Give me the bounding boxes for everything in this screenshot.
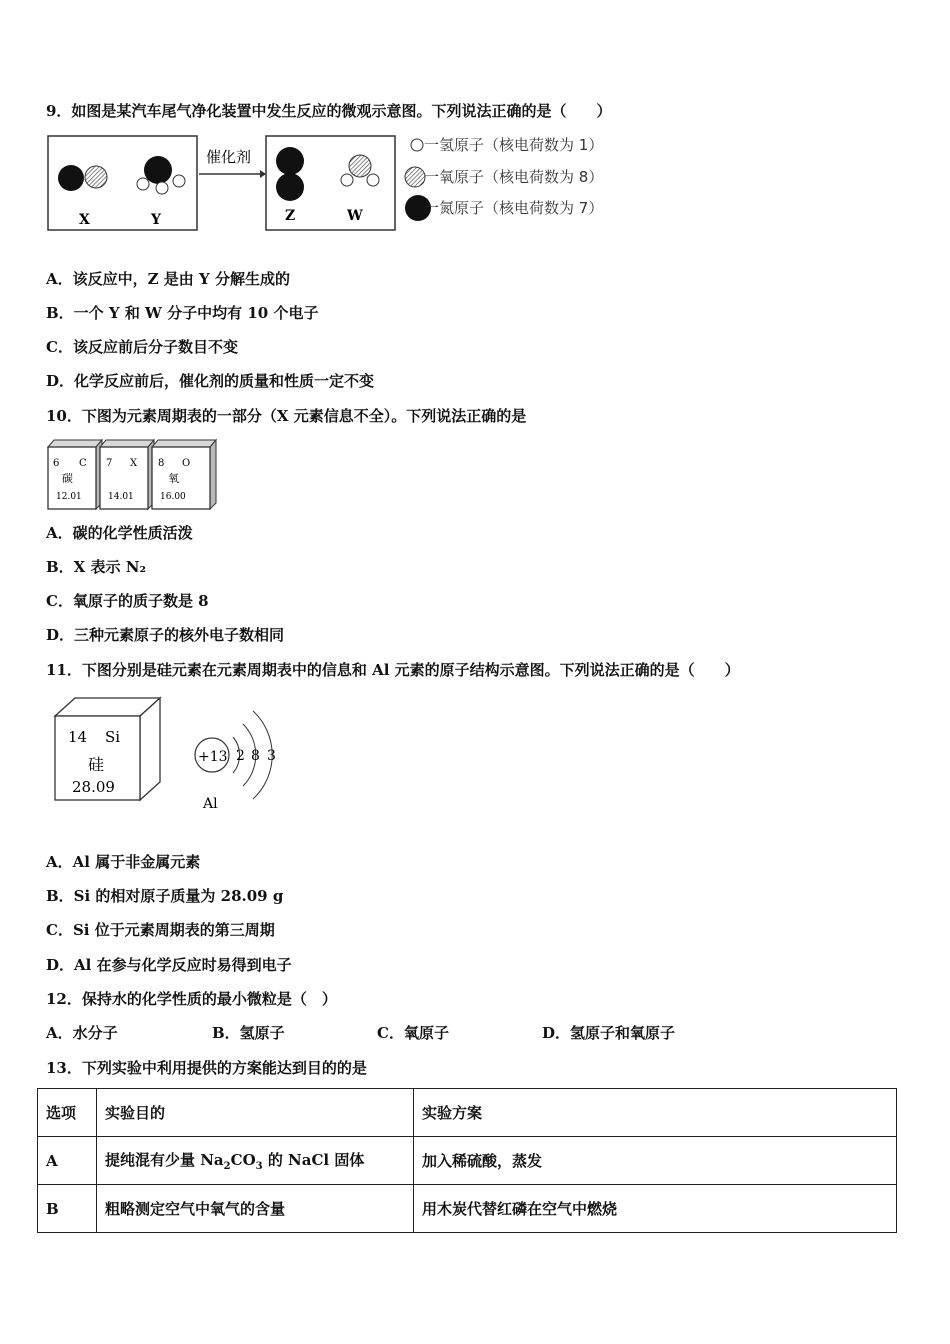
element-cell-silicon [55, 698, 160, 800]
z-nitrogen-atom [276, 173, 304, 201]
al-label: Al [203, 796, 218, 812]
q10-option-a: A．碳的化学性质活泼 [46, 524, 193, 542]
element-cell-carbon [48, 440, 102, 509]
row-b-goal: 粗略测定空气中氧气的含量 [97, 1185, 414, 1233]
row-b-plan: 用木炭代替红磷在空气中燃烧 [414, 1185, 897, 1233]
legend-nitrogen: 一氮原子（核电荷数为 7） [424, 199, 604, 217]
legend-hydrogen: 一氢原子（核电荷数为 1） [424, 136, 604, 154]
oxygen-symbol: O [182, 458, 191, 469]
legend-oxygen-atom [405, 167, 425, 187]
carbon-number: 6 [53, 458, 60, 469]
element-cell-oxygen [152, 440, 216, 509]
y-nitrogen-atom [144, 156, 172, 184]
q12-stem: 12．保持水的化学性质的最小微粒是（ ） [46, 990, 337, 1008]
x-symbol: X [130, 458, 138, 469]
q11-option-d: D．Al 在参与化学反应时易得到电子 [46, 956, 292, 974]
carbon-mass: 12.01 [56, 492, 82, 502]
y-hydrogen-atom [137, 178, 149, 190]
carbon-name: 碳 [62, 472, 73, 485]
x-number: 7 [106, 458, 113, 469]
carbon-symbol: C [79, 458, 87, 469]
q12-option-a: A．水分子 [46, 1024, 118, 1042]
label-x: X [79, 212, 90, 228]
label-y: Y [151, 212, 161, 228]
q10-option-d: D．三种元素原子的核外电子数相同 [46, 626, 285, 644]
al-nucleus-charge: +13 [198, 749, 228, 765]
w-hydrogen-atom [341, 174, 353, 186]
x-oxygen-atom [85, 166, 107, 188]
q9-option-d: D．化学反应前后，催化剂的质量和性质一定不变 [46, 372, 375, 390]
element-cell-x [100, 440, 154, 509]
q13-experiment-table [37, 1088, 897, 1233]
y-hydrogen-atom [156, 182, 168, 194]
w-hydrogen-atom [367, 174, 379, 186]
si-mass: 28.09 [72, 778, 115, 796]
label-w: W [347, 208, 363, 224]
q9-option-c: C．该反应前后分子数目不变 [46, 338, 238, 356]
q12-option-b: B．氢原子 [212, 1024, 285, 1042]
row-a-plan: 加入稀硫酸，蒸发 [414, 1137, 897, 1185]
q10-stem: 10．下图为元素周期表的一部分（X 元素信息不全）。下列说法正确的是 [46, 407, 527, 425]
q11-si-and-al-diagram [50, 694, 290, 816]
table-row [38, 1137, 897, 1185]
q9-reaction-diagram [44, 128, 634, 234]
q12-options [46, 1023, 906, 1043]
row-b-option: B [38, 1185, 97, 1233]
row-a-goal: 提纯混有少量 $Na_2CO_3$ 的 NaCl 固体 [97, 1137, 414, 1185]
z-nitrogen-atom [276, 147, 304, 175]
oxygen-mass: 16.00 [160, 492, 186, 502]
al-shell-2-count: 8 [251, 748, 260, 764]
si-name: 硅 [88, 755, 105, 774]
al-shell-3-count: 3 [267, 748, 276, 764]
q10-option-c: C．氧原子的质子数是 8 [46, 592, 209, 610]
x-nitrogen-atom [58, 165, 84, 191]
catalyst-label: 催化剂 [206, 148, 252, 166]
q9-stem: 9．如图是某汽车尾气净化装置中发生反应的微观示意图。下列说法正确的是（ ） [46, 102, 612, 120]
table-header-row [38, 1089, 897, 1137]
legend-oxygen: 一氧原子（核电荷数为 8） [424, 168, 604, 186]
q11-option-a: A．Al 属于非金属元素 [46, 853, 201, 871]
oxygen-name: 氧 [168, 472, 179, 485]
legend-hydrogen-atom [411, 139, 423, 151]
q9-option-a: A．该反应中，Z 是由 Y 分解生成的 [46, 270, 290, 288]
si-number: 14 [68, 728, 88, 746]
al-atom-structure [195, 711, 276, 812]
q12-option-c: C．氧原子 [377, 1024, 449, 1042]
al-shell-1-count: 2 [236, 748, 245, 764]
header-option: 选项 [38, 1089, 97, 1137]
y-hydrogen-atom [173, 175, 185, 187]
si-symbol: Si [105, 728, 121, 746]
q9-option-b: B．一个 Y 和 W 分子中均有 10 个电子 [46, 304, 319, 322]
q10-option-b: B．X 表示 N₂ [46, 558, 147, 576]
x-mass: 14.01 [108, 492, 134, 502]
q11-option-b: B．Si 的相对原子质量为 28.09 g [46, 887, 284, 905]
q11-stem: 11．下图分别是硅元素在元素周期表中的信息和 Al 元素的原子结构示意图。下列说法正确的是（ ） [46, 661, 740, 679]
table-row [38, 1185, 897, 1233]
row-a-option: A [38, 1137, 97, 1185]
q12-option-d: D．氢原子和氧原子 [542, 1024, 676, 1042]
q10-periodic-table-cells [44, 437, 224, 513]
header-goal: 实验目的 [97, 1089, 414, 1137]
label-z: Z [285, 208, 296, 224]
oxygen-number: 8 [158, 458, 165, 469]
q13-stem: 13．下列实验中利用提供的方案能达到目的的是 [46, 1059, 367, 1077]
w-oxygen-atom [349, 155, 371, 177]
header-plan: 实验方案 [414, 1089, 897, 1137]
q11-option-c: C．Si 位于元素周期表的第三周期 [46, 921, 275, 939]
